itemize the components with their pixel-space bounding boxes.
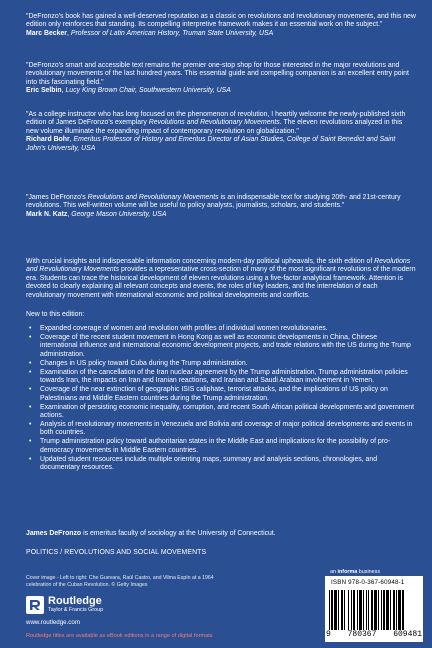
list-item: • Coverage of the near extinction of geographic ISIS caliphate, terrorist attacks, and the implications of US policy on Palestinians and Middle Eastern countries during the Trump administration.	[26, 386, 416, 403]
quote-attribution: Mark N. Katz, George Mason University, USA	[26, 210, 167, 218]
informa-name: informa	[337, 569, 358, 575]
subject-category: POLITICS / REVOLUTIONS AND SOCIAL MOVEMENTS	[26, 549, 207, 556]
endorsement-quote	[26, 62, 416, 96]
list-item: • Changes in US policy toward Cuba during the Trump administration.	[26, 360, 416, 368]
quote-affiliation: George Mason University, USA	[71, 210, 167, 218]
endorsement-quote	[26, 194, 416, 219]
isbn-text: ISBN 978-0-367-60948-1	[331, 579, 405, 586]
endorsement-quote	[26, 13, 416, 38]
publisher-group: Taylor & Francis Group	[48, 607, 104, 613]
author-bio	[26, 530, 276, 537]
list-item: • Examination of persisting economic inequality, corruption, and recent South African political developments and government actions.	[26, 404, 416, 421]
quote-affiliation: Professor of Latin American History, Truman State University, USA	[70, 29, 274, 37]
new-edition-list	[26, 325, 416, 473]
quote-author: Eric Selbin	[26, 87, 62, 95]
informa-tagline	[330, 569, 380, 575]
quote-author: Richard Bohr	[26, 136, 70, 144]
quote-text	[26, 194, 416, 211]
quote-affiliation: Lucy King Brown Chair, Southwestern University, USA	[65, 87, 231, 95]
list-item: • Expanded coverage of women and revolution with profiles of individual women revolutionaries.	[26, 325, 416, 333]
informa-pre: an	[330, 569, 338, 575]
barcode-digit-group: 780367	[347, 630, 377, 639]
cover-image-credit: Cover image - Left to right: Che Guevara, Raúl Castro, and Vilma Espín at a 1964 celebration of the Cuban Revolution. © Getty Images	[26, 575, 214, 588]
author-bio-text: is emeritus faculty of sociology at the University of Connecticut.	[81, 530, 276, 537]
quote-text-part: "James DeFronzo's	[26, 194, 88, 201]
book-description	[26, 258, 416, 300]
quote-text: "DeFronzo's smart and accessible text remains the premier one-stop shop for those interested in the major revolutions and revolutionary movements of the last hundred years. This essential guide and compelling companion is an excellent entry point into this fascinating field."	[26, 62, 409, 86]
new-edition-heading: New to this edition:	[26, 311, 85, 318]
quote-text	[26, 111, 416, 136]
barcode	[325, 576, 423, 642]
quote-attribution: Marc Becker, Professor of Latin American History, Truman State University, USA	[26, 29, 274, 37]
publisher-logo	[26, 596, 103, 614]
publisher-url: www.routledge.com	[26, 619, 80, 626]
quote-attribution: Richard Bohr, Emeritus Professor of History and Emeritus Director of Asian Studies, College of Saint Benedict and Saint John's University, USA	[26, 136, 396, 152]
ebook-note: Routledge titles are available as eBook editions in a range of digital formats	[26, 633, 213, 639]
description-text: provides a representative cross-section of many of the most significant revolutions of the modern era. Students can trace the historical development of eleven revolutions using a five-factor analytical framework. Attention is devoted to clearly explaining all relevant concepts and events, the roles of key leaders, and the interrelation of each revolutionary movement with international economic and political developments and conflicts.	[26, 266, 416, 299]
quote-text-part: is an indispensable text for studying 20th- and 21st-century revolutions. This well-written volume will be useful to policy analysts, journalists, scholars, and students."	[26, 194, 401, 210]
publisher-name: Routledge	[48, 595, 102, 607]
list-item: • Analysis of revolutionary movements in Venezuela and Bolivia and coverage of major political developments and events in both countries.	[26, 421, 416, 438]
routledge-logo-icon	[26, 596, 44, 614]
list-item: • Coverage of the recent student movement in Hong Kong as well as economic developments in China, Chinese international influence and international economic development projects, and trade relations with the US during the Trump administration.	[26, 334, 416, 359]
quote-author: Mark N. Katz	[26, 210, 68, 218]
book-title: Revolutions and Revolutionary Movements	[87, 194, 219, 201]
description-text: With crucial insights and indispensable information concerning modern-day political upheavals, the sixth edition of	[26, 258, 375, 265]
barcode-bars	[329, 590, 419, 630]
list-item: • Updated student resources include multiple orienting maps, summary and analysis sections, chronologies, and documentary resources.	[26, 456, 416, 473]
list-item: • Examination of the cancellation of the Iran nuclear agreement by the Trump administration, Trump administration policies towards Iran, the impacts on Iran and Iranian reactions, and Iranian and Saudi Arabian involvement in Yemen.	[26, 369, 416, 386]
barcode-digit-group: 9	[326, 630, 331, 639]
quote-text-part: "As a college instructor who has long focused on the phenomenon of revolution, I heartily welcome the newly-published sixth edition of James DeFronzo's exemplary	[26, 111, 406, 127]
quote-author: Marc Becker	[26, 29, 67, 37]
quote-affiliation: Emeritus Professor of History and Emeritus Director of Asian Studies, College of Saint Benedict and Saint John's University, USA	[26, 136, 396, 152]
barcode-digits	[326, 630, 422, 639]
informa-post: business	[357, 569, 381, 575]
author-name: James DeFronzo	[26, 530, 82, 537]
book-title: Revolutions and Revolutionary Movements	[26, 258, 411, 274]
endorsement-quote	[26, 111, 416, 153]
quote-text-part: . The eleven revolutions analyzed in this new volume illuminate the expanding impact of contemporary revolution on globalization."	[26, 119, 403, 135]
quote-text: "DeFronzo's book has gained a well-deserved reputation as a classic on revolutions and revolutionary movements, and this new edition only reinforces that standing. Its compelling interpretive framework makes it an essential work on the subject."	[26, 13, 416, 29]
quote-attribution: Eric Selbin, Lucy King Brown Chair, Southwestern University, USA	[26, 87, 231, 95]
publisher-wordmark	[48, 596, 103, 614]
list-item: • Trump administration policy toward authoritarian states in the Middle East and implications for the possibility of pro-democracy movements in Middle Eastern countries.	[26, 438, 416, 455]
barcode-digit-group: 609481	[393, 630, 422, 639]
book-title: Revolutions and Revolutionary Movements	[148, 119, 280, 127]
